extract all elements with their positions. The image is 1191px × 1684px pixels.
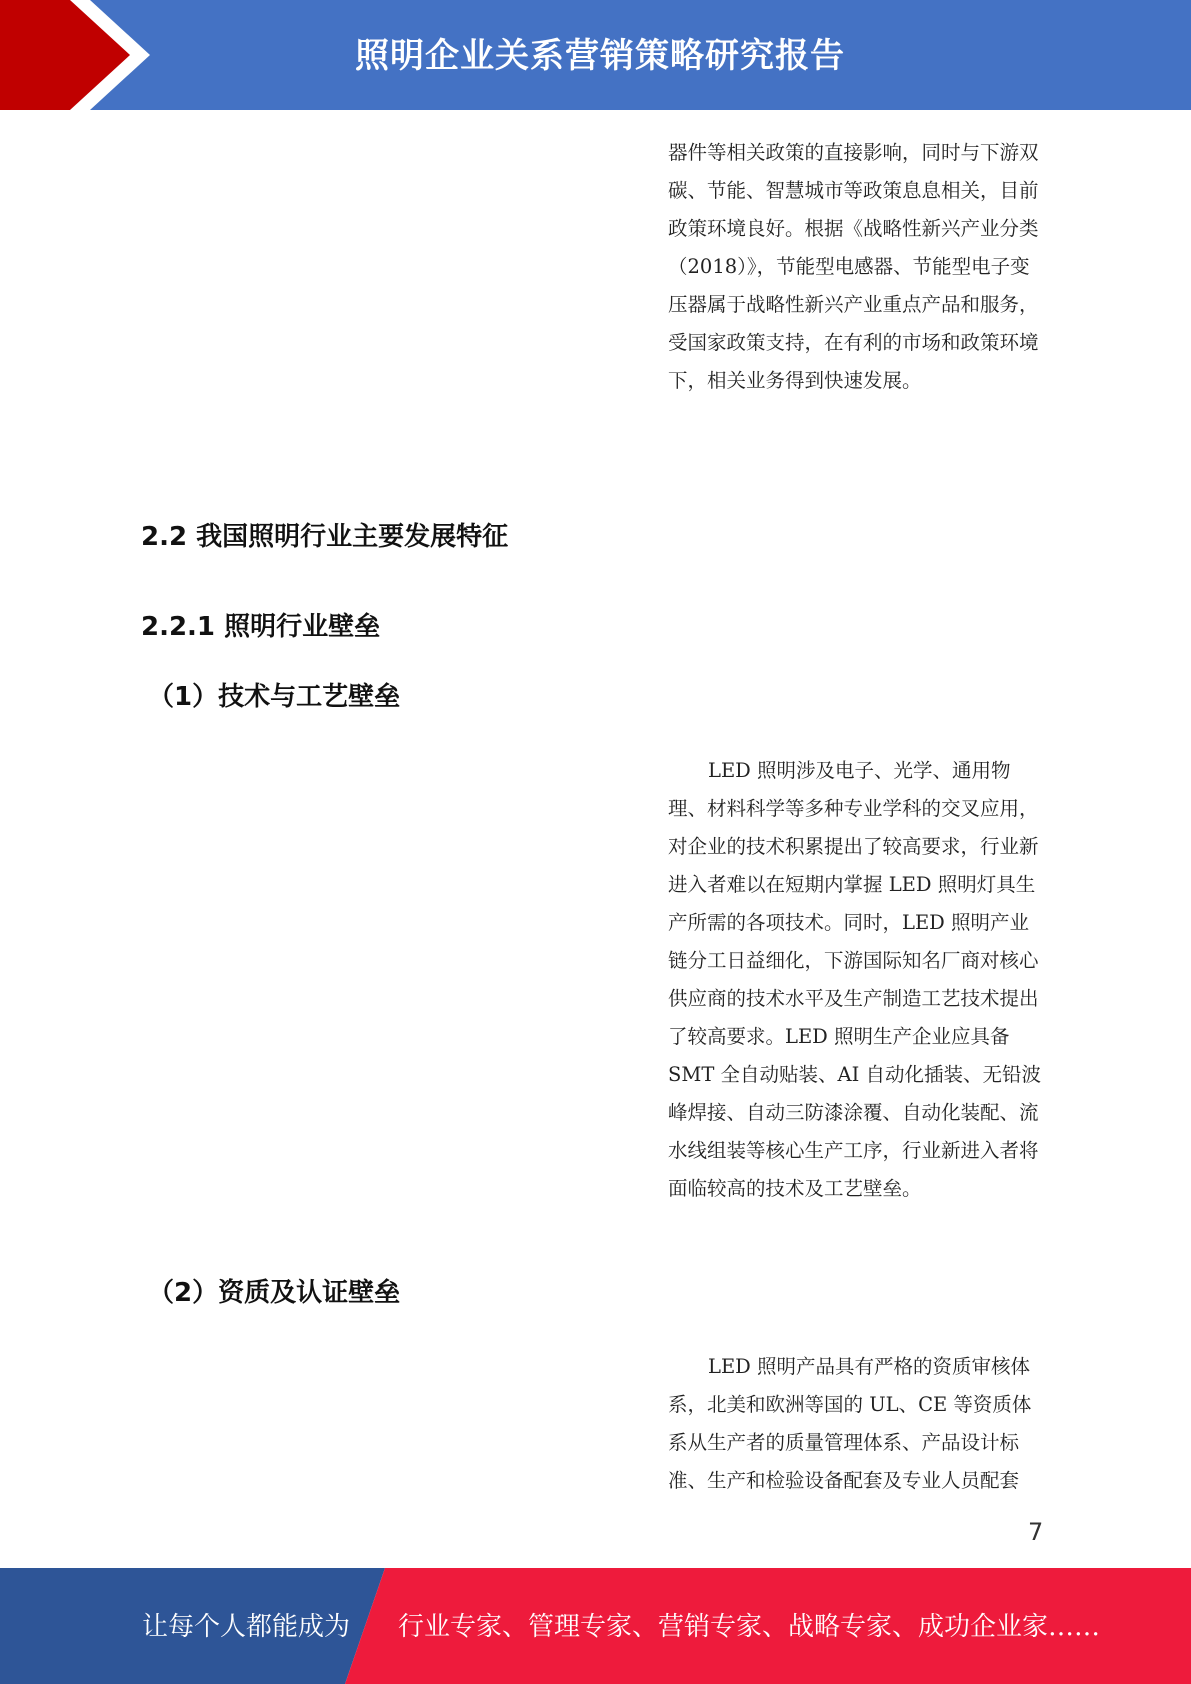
section-heading-2-2-1: 2.2.1 照明行业壁垒 bbox=[141, 612, 381, 642]
paragraph-tech-barrier bbox=[668, 752, 1048, 1208]
paragraph-policy bbox=[668, 134, 1048, 400]
paragraph-certification-barrier bbox=[668, 1348, 1048, 1500]
footer-slogan-left: 让每个人都能成为 bbox=[142, 1612, 351, 1642]
subheading-tech-barrier: （1）技术与工艺壁垒 bbox=[148, 682, 401, 712]
paragraph-text: LED 照明涉及电子、光学、通用物理、材料科学等多种专业学科的交叉应用，对企业的技术积累提出了较高要求，行业新进入者难以在短期内掌握 LED 照明灯具生产所需的各项技术。同时，LED 照明产业链分工日益细化，下游国际知名厂商对核心供应商的技术水平及生产制造工艺技术提出了较高要求。LED 照明生产企业应具备 SMT 全自动贴装、AI 自动化插装、无铅波峰焊接、自动三防漆涂覆、自动化装配、流水线组装等核心生产工序，行业新进入者将面临较高的技术及工艺壁垒。 bbox=[668, 759, 1042, 1200]
page-header bbox=[0, 0, 1191, 110]
footer-slogan-right: 行业专家、管理专家、营销专家、战略专家、成功企业家…… bbox=[398, 1612, 1101, 1642]
header-chevron-icon bbox=[0, 0, 160, 110]
page-footer bbox=[0, 1568, 1191, 1684]
paragraph-text: 器件等相关政策的直接影响，同时与下游双碳、节能、智慧城市等政策息息相关，目前政策环境良好。根据《战略性新兴产业分类（2018）》，节能型电感器、节能型电子变压器属于战略性新兴产业重点产品和服务，受国家政策支持，在有利的市场和政策环境下，相关业务得到快速发展。 bbox=[668, 141, 1039, 392]
subheading-certification-barrier: （2）资质及认证壁垒 bbox=[148, 1278, 401, 1308]
section-heading-2-2: 2.2 我国照明行业主要发展特征 bbox=[141, 522, 509, 552]
page-number: 7 bbox=[1028, 1518, 1044, 1546]
report-title: 照明企业关系营销策略研究报告 bbox=[355, 36, 845, 76]
paragraph-text: LED 照明产品具有严格的资质审核体系，北美和欧洲等国的 UL、CE 等资质体系从生产者的质量管理体系、产品设计标准、生产和检验设备配套及专业人员配套 bbox=[668, 1355, 1032, 1492]
